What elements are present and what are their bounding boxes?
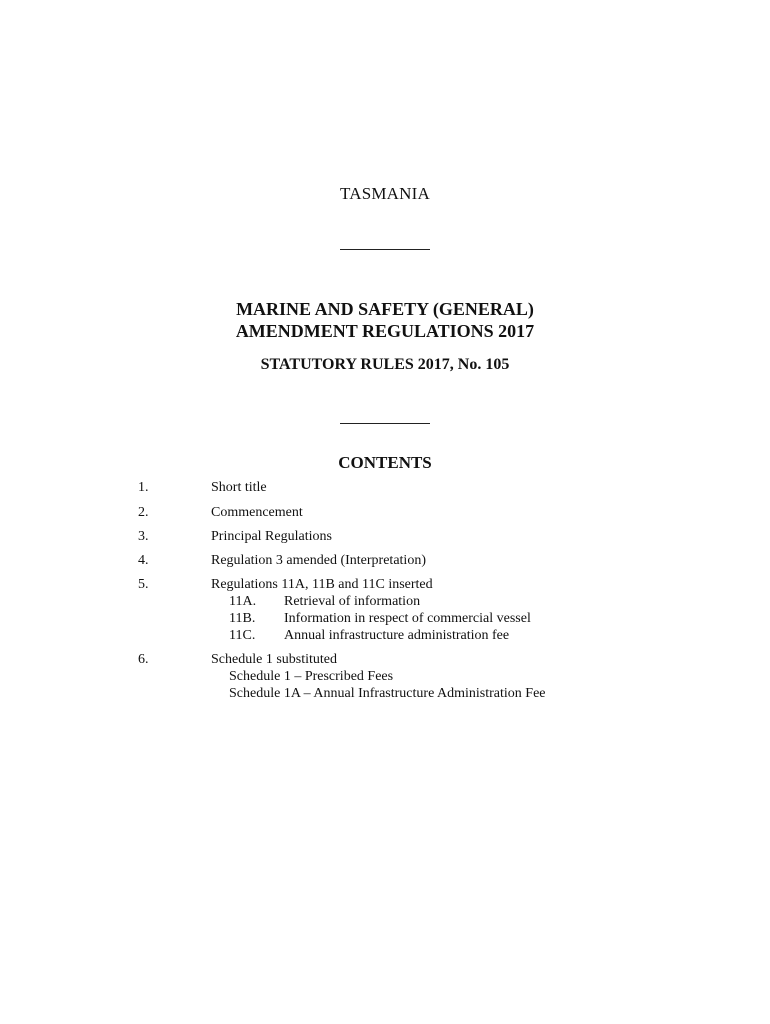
toc-item-title: Principal Regulations xyxy=(211,529,332,544)
toc-item-number: 2. xyxy=(138,505,149,520)
toc-subitem-number: 11B. xyxy=(229,611,256,626)
toc-item-number: 1. xyxy=(138,480,149,495)
toc-item-number: 5. xyxy=(138,577,149,592)
divider-rule-top xyxy=(340,249,430,250)
toc-item-number: 6. xyxy=(138,652,149,667)
toc-subitem-title: Retrieval of information xyxy=(284,594,421,609)
toc-schedule-line: Schedule 1 – Prescribed Fees xyxy=(229,669,394,684)
divider-rule-bottom xyxy=(340,423,430,424)
toc-subitem-title: Information in respect of commercial vessel xyxy=(284,611,531,626)
toc-item-title: Regulation 3 amended (Interpretation) xyxy=(211,553,426,568)
title-line-1: MARINE AND SAFETY (GENERAL) xyxy=(236,299,534,319)
jurisdiction-heading: TASMANIA xyxy=(340,184,430,203)
toc-subitem-number: 11A. xyxy=(229,594,257,609)
toc-item-title: Schedule 1 substituted xyxy=(211,652,337,667)
contents-heading: CONTENTS xyxy=(338,453,432,472)
toc-item-number: 4. xyxy=(138,553,149,568)
toc-schedule-line: Schedule 1A – Annual Infrastructure Administration Fee xyxy=(229,686,546,701)
toc-item-title: Short title xyxy=(211,480,267,495)
toc-subitem-title: Annual infrastructure administration fee xyxy=(284,628,510,643)
toc-item-title: Commencement xyxy=(211,505,303,520)
toc-item-number: 3. xyxy=(138,529,149,544)
toc-item-title: Regulations 11A, 11B and 11C inserted xyxy=(211,577,433,592)
title-line-2: AMENDMENT REGULATIONS 2017 xyxy=(235,321,535,341)
statutory-rules-number: STATUTORY RULES 2017, No. 105 xyxy=(260,356,510,373)
document-title xyxy=(0,298,770,342)
toc-subitem-number: 11C. xyxy=(229,628,256,643)
